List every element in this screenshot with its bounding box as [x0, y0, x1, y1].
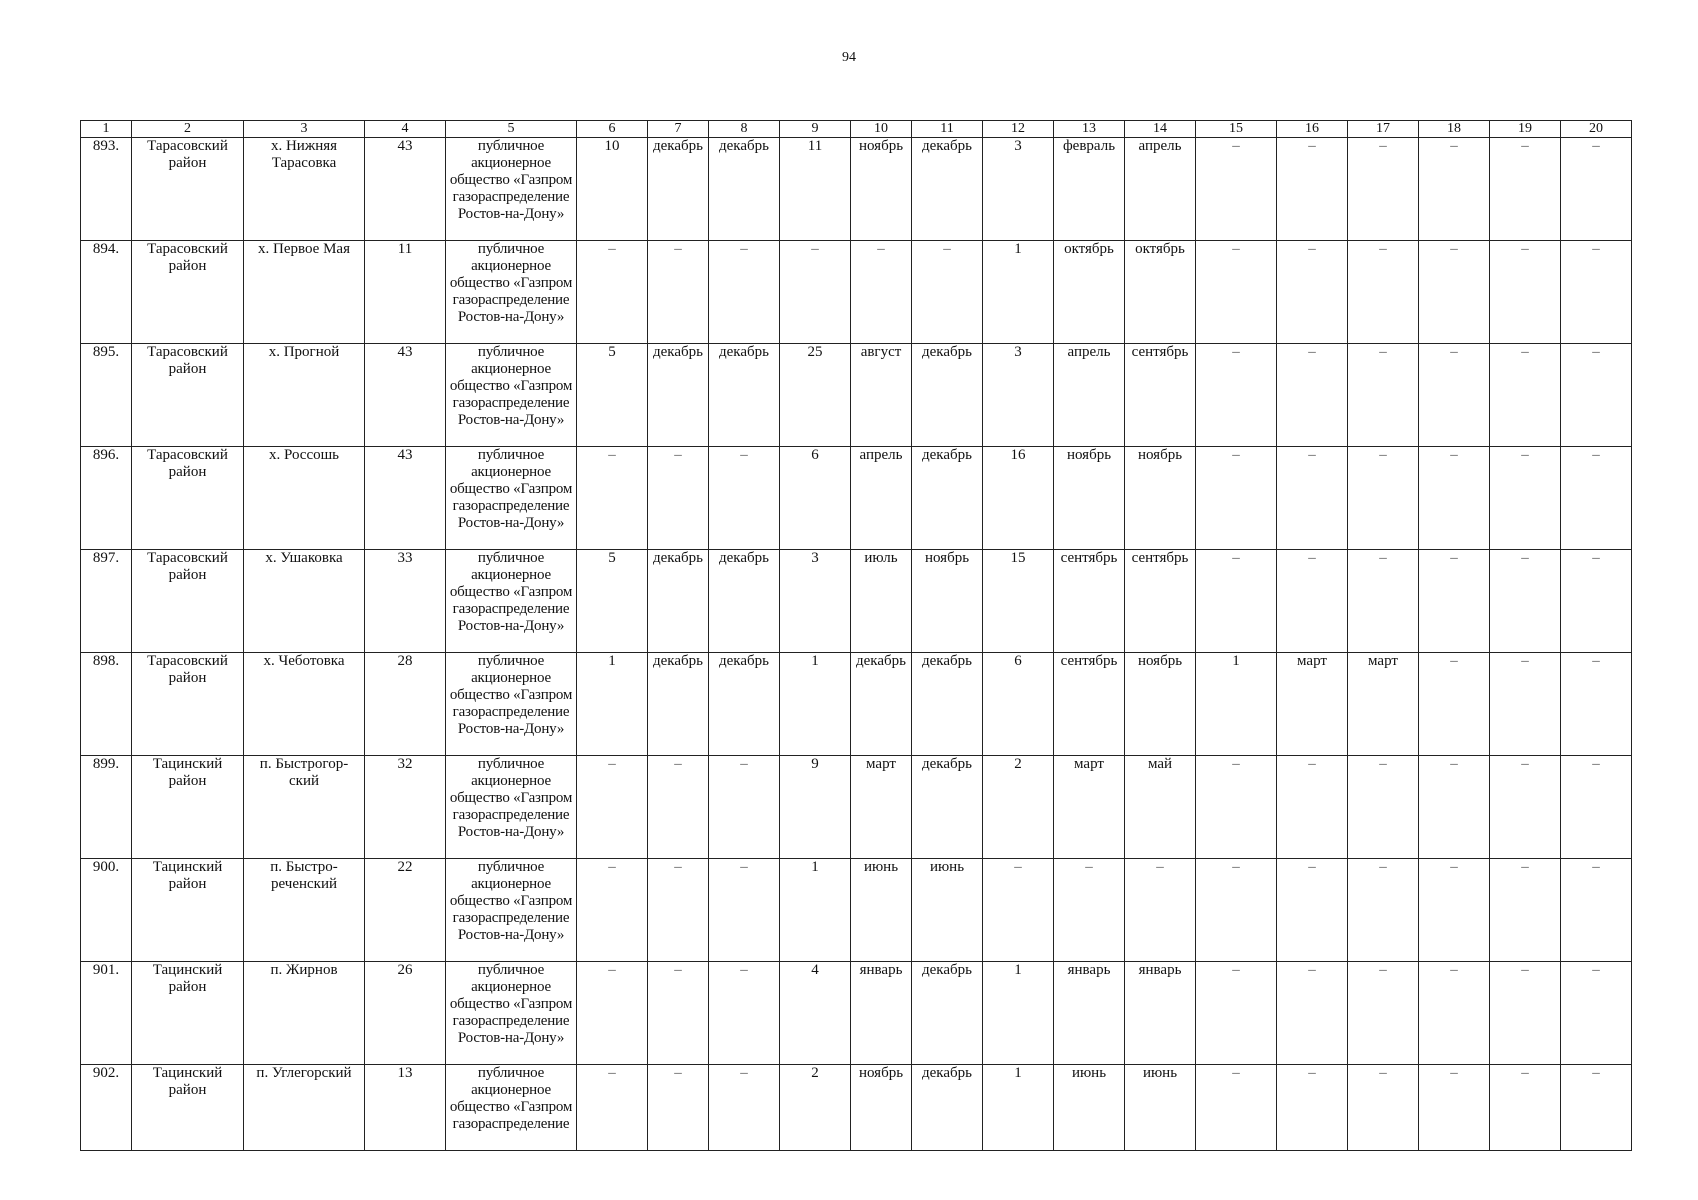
column-16-cell: –	[1277, 344, 1348, 447]
column-17-cell: –	[1348, 550, 1419, 653]
column-11-cell: декабрь	[912, 756, 983, 859]
column-20-cell: –	[1561, 653, 1632, 756]
column-8-cell: –	[709, 241, 780, 344]
column-15-cell: –	[1196, 447, 1277, 550]
column-6-cell: –	[577, 241, 648, 344]
page-number: 94	[842, 50, 856, 65]
column-19-cell: –	[1490, 1065, 1561, 1151]
column-18-cell: –	[1419, 241, 1490, 344]
column-8-cell: декабрь	[709, 138, 780, 241]
organization-cell: публичное акционерное общество «Газпром газораспределение Ростов-на-Дону»	[446, 447, 577, 550]
column-13-cell: март	[1054, 756, 1125, 859]
district-cell: Тацинский район	[132, 859, 244, 962]
table-row	[81, 138, 1632, 241]
column-13-cell: февраль	[1054, 138, 1125, 241]
column-13-cell: ноябрь	[1054, 447, 1125, 550]
column-10-cell: –	[851, 241, 912, 344]
column-19-cell: –	[1490, 859, 1561, 962]
column-20-cell: –	[1561, 962, 1632, 1065]
column-number-1: 1	[81, 121, 132, 138]
column-14-cell: ноябрь	[1125, 447, 1196, 550]
row-number-cell: 894.	[81, 241, 132, 344]
organization-cell: публичное акционерное общество «Газпром газораспределение Ростов-на-Дону»	[446, 344, 577, 447]
row-number-cell: 902.	[81, 1065, 132, 1151]
column-number-17: 17	[1348, 121, 1419, 138]
column-10-cell: июнь	[851, 859, 912, 962]
column-7-cell: декабрь	[648, 344, 709, 447]
district-cell: Тарасовский район	[132, 241, 244, 344]
column-number-8: 8	[709, 121, 780, 138]
column-18-cell: –	[1419, 756, 1490, 859]
column-number-13: 13	[1054, 121, 1125, 138]
column-number-3: 3	[244, 121, 365, 138]
column-10-cell: декабрь	[851, 653, 912, 756]
district-cell: Тарасовский район	[132, 550, 244, 653]
column-18-cell: –	[1419, 962, 1490, 1065]
column-10-cell: март	[851, 756, 912, 859]
column-9-cell: 11	[780, 138, 851, 241]
column-6-cell: –	[577, 1065, 648, 1151]
district-cell: Тацинский район	[132, 756, 244, 859]
column-14-cell: апрель	[1125, 138, 1196, 241]
column-11-cell: декабрь	[912, 962, 983, 1065]
column-8-cell: декабрь	[709, 344, 780, 447]
column-9-cell: 25	[780, 344, 851, 447]
column-15-cell: –	[1196, 550, 1277, 653]
column-number-12: 12	[983, 121, 1054, 138]
column-16-cell: –	[1277, 138, 1348, 241]
column-8-cell: декабрь	[709, 653, 780, 756]
table-row	[81, 653, 1632, 756]
count-cell: 11	[365, 241, 446, 344]
row-number-cell: 897.	[81, 550, 132, 653]
column-17-cell: –	[1348, 962, 1419, 1065]
column-12-cell: 3	[983, 344, 1054, 447]
organization-cell: публичное акционерное общество «Газпром газораспределение Ростов-на-Дону»	[446, 241, 577, 344]
count-cell: 43	[365, 344, 446, 447]
column-11-cell: декабрь	[912, 344, 983, 447]
column-19-cell: –	[1490, 138, 1561, 241]
column-20-cell: –	[1561, 859, 1632, 962]
column-13-cell: –	[1054, 859, 1125, 962]
column-12-cell: 15	[983, 550, 1054, 653]
column-14-cell: июнь	[1125, 1065, 1196, 1151]
column-number-18: 18	[1419, 121, 1490, 138]
column-20-cell: –	[1561, 447, 1632, 550]
column-7-cell: –	[648, 241, 709, 344]
district-cell: Тацинский район	[132, 962, 244, 1065]
table-row	[81, 550, 1632, 653]
column-6-cell: 5	[577, 344, 648, 447]
column-15-cell: –	[1196, 859, 1277, 962]
column-number-14: 14	[1125, 121, 1196, 138]
column-17-cell: –	[1348, 138, 1419, 241]
column-20-cell: –	[1561, 138, 1632, 241]
table-row	[81, 1065, 1632, 1151]
column-11-cell: июнь	[912, 859, 983, 962]
column-9-cell: 9	[780, 756, 851, 859]
organization-cell: публичное акционерное общество «Газпром газораспределение Ростов-на-Дону»	[446, 653, 577, 756]
column-19-cell: –	[1490, 962, 1561, 1065]
column-6-cell: –	[577, 756, 648, 859]
district-cell: Тарасовский район	[132, 344, 244, 447]
gasification-schedule-table	[80, 120, 1632, 1151]
column-18-cell: –	[1419, 1065, 1490, 1151]
settlement-cell: х. Нижняя Тарасовка	[244, 138, 365, 241]
column-17-cell: –	[1348, 241, 1419, 344]
column-16-cell: март	[1277, 653, 1348, 756]
column-7-cell: –	[648, 859, 709, 962]
row-number-cell: 896.	[81, 447, 132, 550]
table-row	[81, 859, 1632, 962]
column-20-cell: –	[1561, 756, 1632, 859]
column-13-cell: сентябрь	[1054, 653, 1125, 756]
column-6-cell: –	[577, 447, 648, 550]
column-7-cell: –	[648, 756, 709, 859]
column-19-cell: –	[1490, 241, 1561, 344]
column-8-cell: –	[709, 447, 780, 550]
count-cell: 43	[365, 447, 446, 550]
column-13-cell: январь	[1054, 962, 1125, 1065]
column-20-cell: –	[1561, 241, 1632, 344]
column-13-cell: сентябрь	[1054, 550, 1125, 653]
column-14-cell: май	[1125, 756, 1196, 859]
column-12-cell: –	[983, 859, 1054, 962]
column-14-cell: январь	[1125, 962, 1196, 1065]
settlement-cell: х. Ушаковка	[244, 550, 365, 653]
organization-cell: публичное акционерное общество «Газпром газораспределение Ростов-на-Дону»	[446, 859, 577, 962]
column-17-cell: –	[1348, 859, 1419, 962]
column-9-cell: 1	[780, 653, 851, 756]
column-9-cell: 6	[780, 447, 851, 550]
district-cell: Тарасовский район	[132, 138, 244, 241]
column-number-16: 16	[1277, 121, 1348, 138]
column-9-cell: –	[780, 241, 851, 344]
settlement-cell: х. Россошь	[244, 447, 365, 550]
column-9-cell: 3	[780, 550, 851, 653]
column-9-cell: 4	[780, 962, 851, 1065]
column-10-cell: апрель	[851, 447, 912, 550]
organization-cell: публичное акционерное общество «Газпром газораспределение Ростов-на-Дону»	[446, 756, 577, 859]
organization-cell: публичное акционерное общество «Газпром газораспределение Ростов-на-Дону»	[446, 962, 577, 1065]
column-17-cell: –	[1348, 1065, 1419, 1151]
column-20-cell: –	[1561, 1065, 1632, 1151]
column-19-cell: –	[1490, 550, 1561, 653]
column-18-cell: –	[1419, 138, 1490, 241]
column-18-cell: –	[1419, 447, 1490, 550]
column-number-4: 4	[365, 121, 446, 138]
column-number-15: 15	[1196, 121, 1277, 138]
column-17-cell: –	[1348, 447, 1419, 550]
row-number-cell: 898.	[81, 653, 132, 756]
column-7-cell: –	[648, 447, 709, 550]
column-9-cell: 1	[780, 859, 851, 962]
column-7-cell: –	[648, 1065, 709, 1151]
table-row	[81, 241, 1632, 344]
column-12-cell: 1	[983, 241, 1054, 344]
column-number-2: 2	[132, 121, 244, 138]
column-13-cell: апрель	[1054, 344, 1125, 447]
column-number-7: 7	[648, 121, 709, 138]
column-10-cell: август	[851, 344, 912, 447]
column-15-cell: –	[1196, 756, 1277, 859]
column-16-cell: –	[1277, 447, 1348, 550]
district-cell: Тацинский район	[132, 1065, 244, 1151]
settlement-cell: п. Жирнов	[244, 962, 365, 1065]
column-13-cell: октябрь	[1054, 241, 1125, 344]
organization-cell: публичное акционерное общество «Газпром газораспределение	[446, 1065, 577, 1151]
settlement-cell: п. Углегорский	[244, 1065, 365, 1151]
column-6-cell: –	[577, 859, 648, 962]
column-19-cell: –	[1490, 756, 1561, 859]
column-16-cell: –	[1277, 756, 1348, 859]
count-cell: 13	[365, 1065, 446, 1151]
column-11-cell: –	[912, 241, 983, 344]
column-20-cell: –	[1561, 344, 1632, 447]
column-15-cell: –	[1196, 344, 1277, 447]
column-6-cell: 5	[577, 550, 648, 653]
column-number-20: 20	[1561, 121, 1632, 138]
column-16-cell: –	[1277, 859, 1348, 962]
column-number-19: 19	[1490, 121, 1561, 138]
column-9-cell: 2	[780, 1065, 851, 1151]
settlement-cell: х. Прогной	[244, 344, 365, 447]
column-8-cell: декабрь	[709, 550, 780, 653]
column-12-cell: 1	[983, 962, 1054, 1065]
table-body	[81, 138, 1632, 1151]
column-10-cell: ноябрь	[851, 138, 912, 241]
column-17-cell: март	[1348, 653, 1419, 756]
column-number-6: 6	[577, 121, 648, 138]
column-18-cell: –	[1419, 344, 1490, 447]
district-cell: Тарасовский район	[132, 653, 244, 756]
column-16-cell: –	[1277, 962, 1348, 1065]
column-13-cell: июнь	[1054, 1065, 1125, 1151]
count-cell: 26	[365, 962, 446, 1065]
settlement-cell: п. Быстро-реченский	[244, 859, 365, 962]
count-cell: 43	[365, 138, 446, 241]
column-14-cell: –	[1125, 859, 1196, 962]
column-7-cell: декабрь	[648, 138, 709, 241]
column-12-cell: 6	[983, 653, 1054, 756]
column-7-cell: –	[648, 962, 709, 1065]
column-number-10: 10	[851, 121, 912, 138]
column-11-cell: декабрь	[912, 138, 983, 241]
column-14-cell: сентябрь	[1125, 344, 1196, 447]
column-number-row	[81, 121, 1632, 138]
table-row	[81, 962, 1632, 1065]
settlement-cell: х. Первое Мая	[244, 241, 365, 344]
column-8-cell: –	[709, 859, 780, 962]
row-number-cell: 893.	[81, 138, 132, 241]
column-10-cell: июль	[851, 550, 912, 653]
column-8-cell: –	[709, 1065, 780, 1151]
table-row	[81, 447, 1632, 550]
column-7-cell: декабрь	[648, 550, 709, 653]
column-18-cell: –	[1419, 550, 1490, 653]
column-15-cell: –	[1196, 1065, 1277, 1151]
column-11-cell: ноябрь	[912, 550, 983, 653]
column-15-cell: –	[1196, 241, 1277, 344]
district-cell: Тарасовский район	[132, 447, 244, 550]
column-12-cell: 1	[983, 1065, 1054, 1151]
column-14-cell: октябрь	[1125, 241, 1196, 344]
count-cell: 28	[365, 653, 446, 756]
column-16-cell: –	[1277, 1065, 1348, 1151]
row-number-cell: 901.	[81, 962, 132, 1065]
column-11-cell: декабрь	[912, 653, 983, 756]
count-cell: 22	[365, 859, 446, 962]
column-6-cell: 1	[577, 653, 648, 756]
count-cell: 33	[365, 550, 446, 653]
column-19-cell: –	[1490, 447, 1561, 550]
column-14-cell: сентябрь	[1125, 550, 1196, 653]
count-cell: 32	[365, 756, 446, 859]
column-18-cell: –	[1419, 653, 1490, 756]
column-12-cell: 16	[983, 447, 1054, 550]
organization-cell: публичное акционерное общество «Газпром газораспределение Ростов-на-Дону»	[446, 550, 577, 653]
column-8-cell: –	[709, 962, 780, 1065]
row-number-cell: 895.	[81, 344, 132, 447]
column-8-cell: –	[709, 756, 780, 859]
column-17-cell: –	[1348, 756, 1419, 859]
column-11-cell: декабрь	[912, 447, 983, 550]
row-number-cell: 899.	[81, 756, 132, 859]
column-14-cell: ноябрь	[1125, 653, 1196, 756]
column-18-cell: –	[1419, 859, 1490, 962]
settlement-cell: х. Чеботовка	[244, 653, 365, 756]
column-19-cell: –	[1490, 344, 1561, 447]
column-6-cell: –	[577, 962, 648, 1065]
table-row	[81, 756, 1632, 859]
table-row	[81, 344, 1632, 447]
column-6-cell: 10	[577, 138, 648, 241]
column-15-cell: –	[1196, 138, 1277, 241]
column-15-cell: –	[1196, 962, 1277, 1065]
row-number-cell: 900.	[81, 859, 132, 962]
column-19-cell: –	[1490, 653, 1561, 756]
column-number-11: 11	[912, 121, 983, 138]
column-17-cell: –	[1348, 344, 1419, 447]
column-number-9: 9	[780, 121, 851, 138]
column-10-cell: ноябрь	[851, 1065, 912, 1151]
column-12-cell: 3	[983, 138, 1054, 241]
column-20-cell: –	[1561, 550, 1632, 653]
column-12-cell: 2	[983, 756, 1054, 859]
column-11-cell: декабрь	[912, 1065, 983, 1151]
column-16-cell: –	[1277, 550, 1348, 653]
column-7-cell: декабрь	[648, 653, 709, 756]
settlement-cell: п. Быстрогор-ский	[244, 756, 365, 859]
column-number-5: 5	[446, 121, 577, 138]
column-10-cell: январь	[851, 962, 912, 1065]
column-16-cell: –	[1277, 241, 1348, 344]
organization-cell: публичное акционерное общество «Газпром газораспределение Ростов-на-Дону»	[446, 138, 577, 241]
column-15-cell: 1	[1196, 653, 1277, 756]
